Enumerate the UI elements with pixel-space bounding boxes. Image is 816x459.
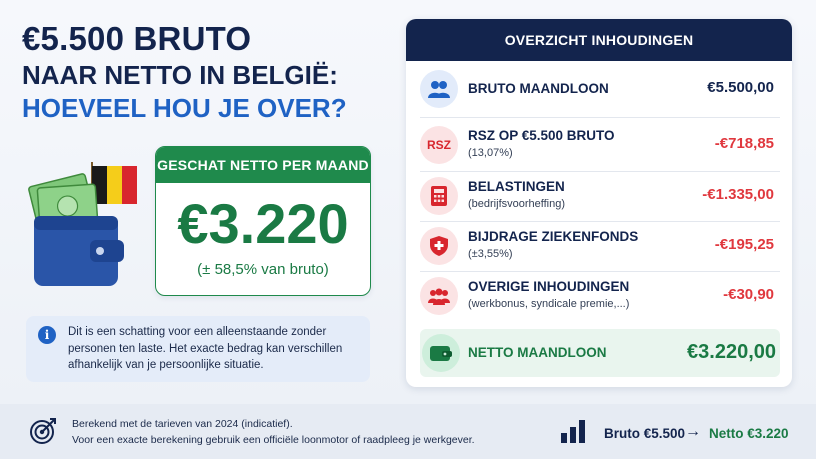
- footer-note: [72, 416, 475, 448]
- row-belastingen: [406, 174, 792, 218]
- rsz-badge: [420, 126, 458, 164]
- calculator-icon: [420, 177, 458, 215]
- row-bruto-maandloon: [406, 67, 792, 111]
- row-amount: -€1.335,00: [702, 186, 774, 203]
- row-overige-inhoudingen: [406, 274, 792, 318]
- wallet-icon: [422, 334, 460, 372]
- row-label: BRUTO MAANDLOON: [468, 81, 609, 96]
- arrow-right-icon: →: [685, 423, 701, 440]
- people-icon: [420, 70, 458, 108]
- netto-estimate-card: [155, 146, 371, 296]
- group-icon: [420, 277, 458, 315]
- page-question: HOEVEEL HOU JE OVER?: [22, 93, 347, 123]
- target-icon: [30, 418, 56, 444]
- row-sublabel: (13,07%): [468, 147, 513, 159]
- netto-card-percentage: (± 58,5% van bruto): [197, 261, 329, 278]
- footer-note-line1: Berekend met de tarieven van 2024 (indicatief).: [72, 418, 293, 430]
- netto-card-amount: €3.220: [177, 192, 349, 255]
- page-subtitle: NAAR NETTO IN BELGIË:: [22, 60, 338, 90]
- row-amount: €5.500,00: [707, 79, 774, 96]
- row-label: BIJDRAGE ZIEKENFONDS: [468, 229, 639, 244]
- divider: [420, 221, 780, 222]
- footer-bruto: Bruto €5.500: [604, 426, 686, 441]
- row-netto-maandloon: [420, 329, 780, 377]
- footer-note-line2: Voor een exacte berekening gebruik een officiële loonmotor of raadpleeg je werkgever.: [72, 434, 475, 446]
- netto-card-header: GESCHAT NETTO PER MAAND: [156, 147, 370, 183]
- bar-chart-icon: [560, 418, 586, 444]
- info-icon: i: [38, 326, 56, 344]
- rsz-badge-text: RSZ: [427, 138, 451, 152]
- divider: [420, 117, 780, 118]
- row-label: RSZ OP €5.500 BRUTO: [468, 128, 615, 143]
- footer-netto: Netto €3.220: [709, 426, 789, 441]
- divider: [420, 171, 780, 172]
- row-rsz: [406, 123, 792, 167]
- netto-total-amount: €3.220,00: [687, 341, 776, 363]
- row-ziekenfonds: [406, 224, 792, 268]
- info-text: Dit is een schatting voor een alleenstaande zonder personen ten laste. Het exacte bedrag kan verschillen afhankelijk van je persoonlijke situatie.: [68, 326, 343, 371]
- info-box: [26, 316, 370, 382]
- divider: [420, 271, 780, 272]
- footer: [0, 404, 816, 459]
- health-shield-icon: [420, 227, 458, 265]
- row-sublabel: (werkbonus, syndicale premie,...): [468, 298, 630, 310]
- row-amount: -€718,85: [714, 135, 774, 152]
- overview-header: OVERZICHT INHOUDINGEN: [406, 19, 792, 61]
- row-sublabel: (±3,55%): [468, 248, 513, 260]
- overview-panel: [406, 19, 792, 387]
- netto-total-label: NETTO MAANDLOON: [468, 345, 607, 360]
- row-label: OVERIGE INHOUDINGEN: [468, 279, 630, 294]
- row-amount: -€195,25: [714, 236, 774, 253]
- row-amount: -€30,90: [723, 286, 774, 303]
- wallet-illustration: [28, 158, 144, 290]
- page-title: €5.500 BRUTO: [22, 20, 252, 57]
- row-sublabel: (bedrijfsvoorheffing): [468, 198, 566, 210]
- row-label: BELASTINGEN: [468, 179, 565, 194]
